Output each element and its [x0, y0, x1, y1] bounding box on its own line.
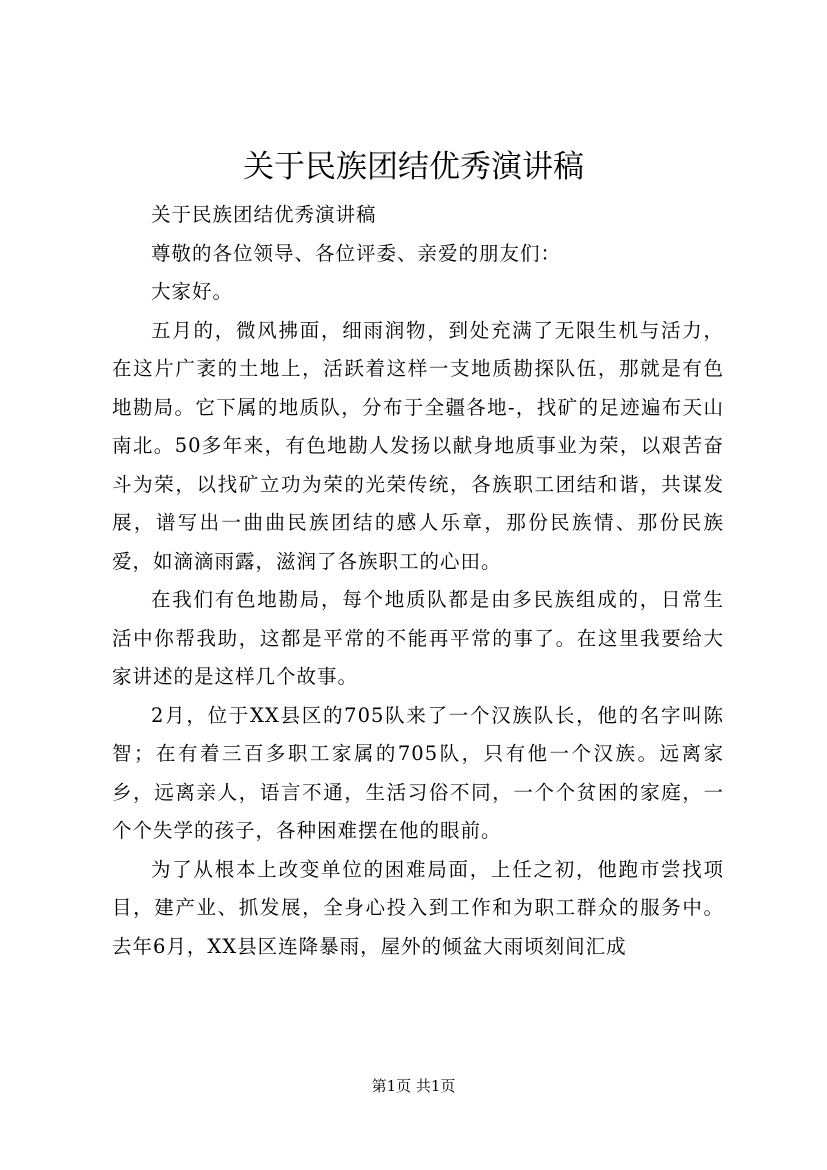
paragraph-body: 在我们有色地勘局，每个地质队都是由多民族组成的，日常生活中你帮我助，这都是平常的不能再平常的事了。在这里我要给大家讲述的是这样几个故事。 — [112, 588, 724, 688]
paragraph-body: 五月的，微风拂面，细雨润物，到处充满了无限生机与活力，在这片广袤的土地上，活跃着这样一支地质勘探队伍，那就是有色地勘局。它下属的地质队，分布于全疆各地-，找矿的足迹遍布天山南北。50多年来，有色地勘人发扬以献身地质事业为荣，以艰苦奋斗为荣，以找矿立功为荣的光荣传统，各族职工团结和谐，共谋发展，谱写出一曲曲民族团结的感人乐章，那份民族情、那份民族爱，如滴滴雨露，滋润了各族职工的心田。 — [112, 318, 724, 573]
paragraph-salutation: 尊敬的各位领导、各位评委、亲爱的朋友们： — [151, 241, 562, 265]
document-body — [112, 196, 724, 966]
document-title: 关于民族团结优秀演讲稿 — [243, 149, 584, 185]
paragraph-body: 2月，位于XX县区的705队来了一个汉族队长，他的名字叫陈智；在有着三百多职工家属的705队，只有他一个汉族。远离家乡，远离亲人，语言不通，生活习俗不同，一个个贫困的家庭，一个个失学的孩子，各种困难摆在他的眼前。 — [112, 703, 724, 842]
paragraph-subtitle: 关于民族团结优秀演讲稿 — [151, 203, 377, 226]
paragraph-greeting: 大家好。 — [151, 280, 234, 303]
page-footer: 第1页 共1页 — [371, 1077, 456, 1095]
paragraph-body: 为了从根本上改变单位的困难局面，上任之初，他跑市尝找项目，建产业、抓发展，全身心投入到工作和为职工群众的服务中。去年6月，XX县区连降暴雨，屋外的倾盆大雨顷刻间汇成 — [112, 857, 724, 958]
